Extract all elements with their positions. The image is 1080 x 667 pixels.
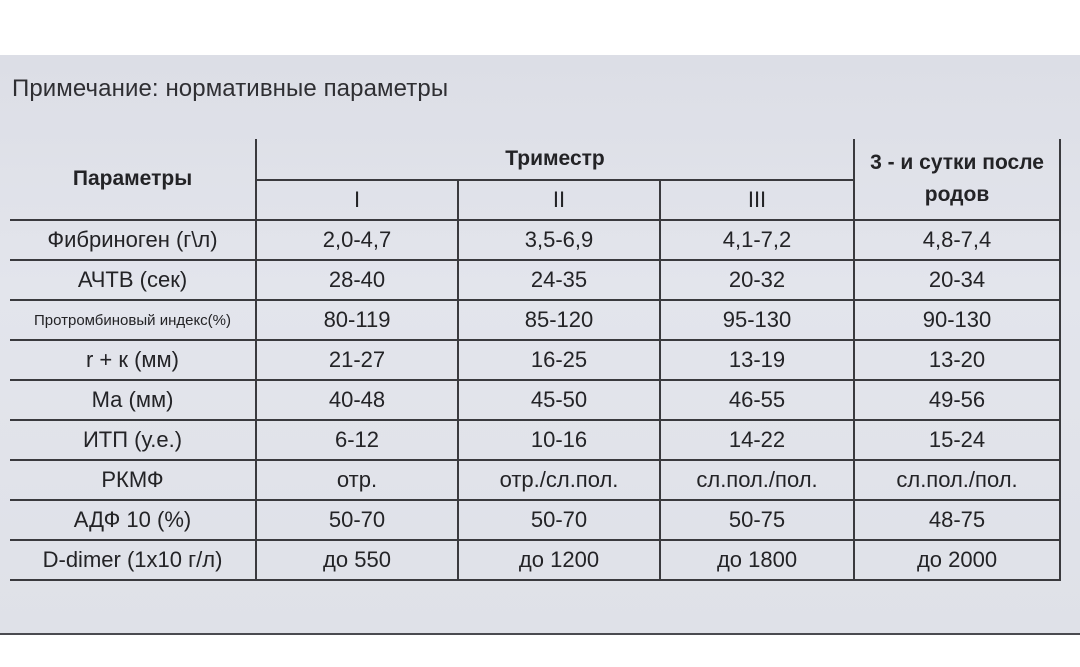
norms-table [10,139,1061,581]
table-row [10,340,1060,380]
cell-t1: 6-12 [256,420,458,460]
header-trimester-2: II [458,180,660,220]
cell-t3: 4,1-7,2 [660,220,854,260]
cell-t2: до 1200 [458,540,660,580]
document-photo [0,55,1080,635]
row-param: D-dimer (1x10 г/л) [10,540,256,580]
cell-t2: 3,5-6,9 [458,220,660,260]
cell-post: сл.пол./пол. [854,460,1060,500]
table-row [10,220,1060,260]
table-row [10,420,1060,460]
table-row [10,540,1060,580]
cell-t1: 28-40 [256,260,458,300]
cell-post: 48-75 [854,500,1060,540]
table-row [10,460,1060,500]
row-param: r + к (мм) [10,340,256,380]
table-row [10,260,1060,300]
cell-t3: 46-55 [660,380,854,420]
cell-t2: 45-50 [458,380,660,420]
header-trimester-3: III [660,180,854,220]
cell-t3: 13-19 [660,340,854,380]
cell-post: 4,8-7,4 [854,220,1060,260]
cell-t1: отр. [256,460,458,500]
header-trimester: Триместр [256,139,854,180]
cell-post: 20-34 [854,260,1060,300]
cell-t3: до 1800 [660,540,854,580]
header-postpartum: 3 - и сутки после родов [854,139,1060,220]
cell-t1: 40-48 [256,380,458,420]
bottom-divider [0,633,1080,635]
row-param: РКМФ [10,460,256,500]
cell-t1: 80-119 [256,300,458,340]
row-param: АДФ 10 (%) [10,500,256,540]
cell-post: 13-20 [854,340,1060,380]
cell-t1: 21-27 [256,340,458,380]
cell-t3: 20-32 [660,260,854,300]
table-row [10,300,1060,340]
cell-t1: 50-70 [256,500,458,540]
cell-t2: отр./сл.пол. [458,460,660,500]
row-param: ИТП (у.е.) [10,420,256,460]
cell-post: до 2000 [854,540,1060,580]
cell-post: 15-24 [854,420,1060,460]
cell-t1: до 550 [256,540,458,580]
header-trimester-1: I [256,180,458,220]
cell-t1: 2,0-4,7 [256,220,458,260]
cell-t3: 14-22 [660,420,854,460]
cell-t2: 85-120 [458,300,660,340]
row-param: Фибриноген (г\л) [10,220,256,260]
cell-t2: 16-25 [458,340,660,380]
note-heading: Примечание: нормативные параметры [12,75,449,102]
row-param: Ма (мм) [10,380,256,420]
header-params: Параметры [10,139,256,220]
cell-t3: 50-75 [660,500,854,540]
row-param: АЧТВ (сек) [10,260,256,300]
cell-post: 90-130 [854,300,1060,340]
cell-post: 49-56 [854,380,1060,420]
cell-t2: 10-16 [458,420,660,460]
cell-t3: сл.пол./пол. [660,460,854,500]
cell-t2: 24-35 [458,260,660,300]
table-row [10,500,1060,540]
cell-t2: 50-70 [458,500,660,540]
cell-t3: 95-130 [660,300,854,340]
row-param: Протромбиновый индекс(%) [10,300,256,340]
table-row [10,380,1060,420]
